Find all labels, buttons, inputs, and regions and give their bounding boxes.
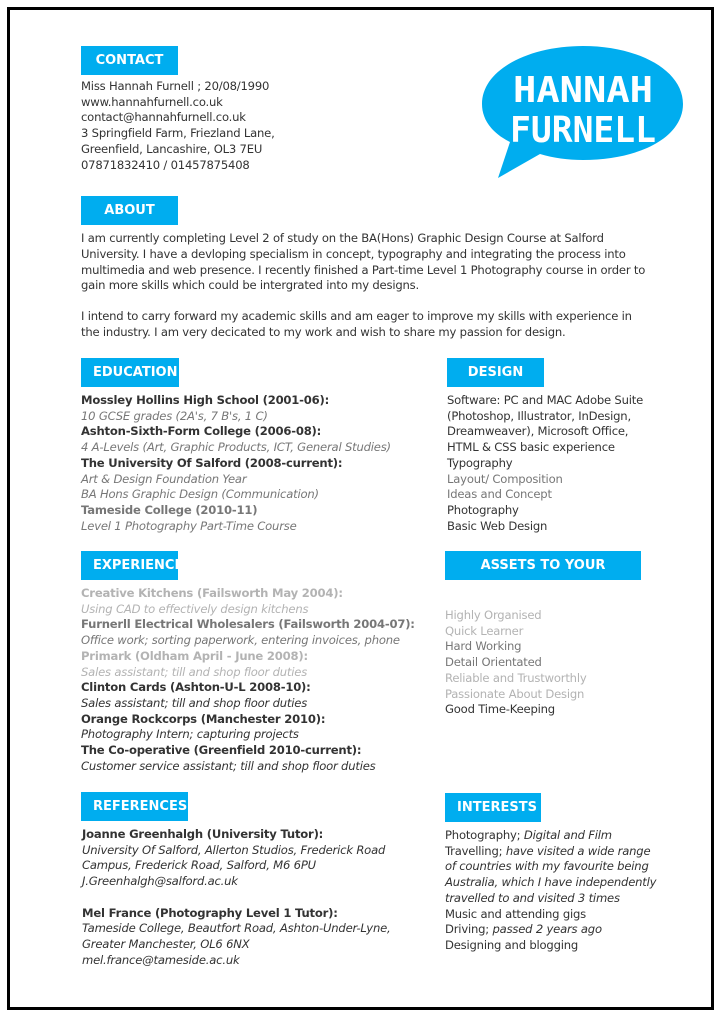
design-skill: Layout/ Composition — [447, 471, 563, 486]
asset-item: Passionate About Design — [445, 686, 585, 701]
education-detail: BA Hons Graphic Design (Communication) — [81, 487, 319, 502]
education-detail: Level 1 Photography Part-Time Course — [81, 518, 297, 533]
about-paragraph-2: I intend to carry forward my academic skills and am eager to improve my skills with experience in the industry. I am very decicated to my work and wish to share my passion for design. — [81, 309, 632, 339]
contact-email: contact@hannahfurnell.co.uk — [81, 110, 246, 125]
interest-label: Photography; — [445, 828, 524, 842]
reference-name: Mel France (Photography Level 1 Tutor): — [82, 905, 338, 920]
interest-detail: passed 2 years ago — [492, 922, 602, 937]
interest-detail: have visited a wide range — [505, 843, 651, 858]
interest-label: Music and attending gigs — [445, 906, 586, 921]
asset-item: Detail Orientated — [445, 655, 542, 670]
logo-last-name: FURNELL — [510, 110, 656, 151]
contact-section — [81, 46, 275, 173]
job-title: The Co-operative (Greenfield 2010-current): — [81, 743, 362, 758]
logo-first-name: HANNAH — [513, 70, 653, 111]
interest-item — [445, 875, 656, 891]
asset-item: Hard Working — [445, 639, 522, 654]
design-skill: Basic Web Design — [447, 518, 548, 533]
education-detail: 10 GCSE grades (2A's, 7 B's, 1 C) — [81, 408, 268, 423]
job-title: Orange Rockcorps (Manchester 2010): — [81, 711, 326, 726]
contact-phone: 07871832410 / 01457875408 — [81, 157, 250, 172]
job-title: Clinton Cards (Ashton-U-L 2008-10): — [81, 680, 311, 695]
job-detail: Customer service assistant; till and shop floor duties — [81, 758, 376, 773]
education-section — [81, 358, 391, 534]
contact-name-dob: Miss Hannah Furnell ; 20/08/1990 — [81, 79, 270, 93]
job-detail: Using CAD to effectively design kitchens — [81, 601, 309, 616]
interest-detail: Digital and Film — [523, 828, 612, 842]
contact-website: www.hannahfurnell.co.uk — [81, 94, 223, 109]
asset-item: Quick Learner — [445, 623, 524, 638]
assets-section — [445, 551, 641, 718]
job-detail: Photography Intern; capturing projects — [81, 727, 299, 742]
asset-item: Highly Organised — [445, 608, 542, 622]
reference-address: Campus, Frederick Road, Salford, M6 6PU — [82, 858, 316, 873]
interest-label: Driving; — [445, 922, 493, 937]
contact-address-1: 3 Springfield Farm, Friezland Lane, — [81, 126, 275, 141]
reference-address: University Of Salford, Allerton Studios, Frederick Road — [82, 842, 386, 857]
design-skill: Ideas and Concept — [447, 487, 552, 502]
interests-heading: INTERESTS — [445, 793, 541, 822]
about-section — [81, 196, 651, 341]
education-school: Ashton-Sixth-Form College (2006-08): — [81, 424, 322, 439]
assets-heading: ASSETS TO YOUR COMPANY — [445, 551, 641, 580]
design-skill: Software: PC and MAC Adobe Suite — [447, 393, 644, 407]
experience-heading: EXPERIENCE — [81, 551, 178, 580]
experience-section — [81, 551, 415, 774]
interest-detail: Australia, which I have independently — [445, 875, 657, 890]
interest-detail: travelled to and visited 3 times — [445, 890, 620, 905]
interest-item — [445, 922, 656, 938]
job-title: Primark (Oldham April - June 2008): — [81, 648, 308, 663]
reference-email: mel.france@tameside.ac.uk — [82, 952, 240, 967]
job-detail: Sales assistant; till and shop floor duties — [81, 664, 308, 679]
reference-name: Joanne Greenhalgh (University Tutor): — [82, 827, 324, 841]
interest-label: Travelling; — [445, 843, 506, 858]
references-heading: REFERENCES — [81, 792, 188, 821]
design-skill: Photography — [447, 502, 519, 517]
education-school: The University Of Salford (2008-current): — [81, 455, 343, 470]
asset-item: Reliable and Trustworthly — [445, 670, 587, 685]
design-heading: DESIGN — [447, 358, 544, 387]
design-skill: HTML & CSS basic experience — [447, 440, 615, 455]
interest-label: Designing and blogging — [445, 937, 579, 952]
interest-detail: of countries with my favourite being — [445, 859, 649, 874]
reference-address: Greater Manchester, OL6 6NX — [82, 936, 250, 951]
interest-item — [445, 859, 656, 875]
interest-item — [445, 844, 656, 860]
interest-item — [445, 828, 656, 844]
education-detail: 4 A-Levels (Art, Graphic Products, ICT, General Studies) — [81, 440, 391, 455]
design-section — [447, 358, 643, 534]
asset-item: Good Time-Keeping — [445, 702, 555, 717]
education-heading: EDUCATION — [81, 358, 179, 387]
education-school: Mossley Hollins High School (2001-06): — [81, 393, 330, 407]
interests-section — [445, 793, 656, 954]
contact-address-2: Greenfield, Lancashire, OL3 7EU — [81, 141, 263, 156]
job-title: Creative Kitchens (Failsworth May 2004): — [81, 586, 343, 600]
about-paragraph-1: I am currently completing Level 2 of study on the BA(Hons) Graphic Design Course at Salford University. I have a devloping specialism in concept, typography and integrating the process into multimedia and web presence. I recently finished a Part-time Level 1 Photography course in order to gain more skills which could be intergrated into my designs. — [81, 231, 646, 293]
education-detail: Art & Design Foundation Year — [81, 471, 247, 486]
design-skill: Dreamweaver), Microsoft Office, — [447, 424, 629, 439]
interest-item — [445, 907, 656, 923]
design-skill: (Photoshop, Illustrator, InDesign, — [447, 408, 631, 423]
job-detail: Office work; sorting paperwork, entering invoices, phone — [81, 633, 400, 648]
job-title: Furnerll Electrical Wholesalers (Failsworth 2004-07): — [81, 617, 415, 632]
interest-item — [445, 891, 656, 907]
job-detail: Sales assistant; till and shop floor duties — [81, 695, 308, 710]
reference-email: J.Greenhalgh@salford.ac.uk — [82, 874, 238, 889]
name-speech-bubble-logo — [478, 42, 688, 182]
references-section — [81, 792, 391, 968]
design-skill: Typography — [447, 455, 513, 470]
about-heading: ABOUT — [81, 196, 178, 225]
contact-heading: CONTACT — [81, 46, 178, 75]
interest-item — [445, 938, 656, 954]
education-school: Tameside College (2010-11) — [81, 502, 258, 517]
reference-address: Tameside College, Beautfort Road, Ashton-Under-Lyne, — [82, 921, 391, 936]
